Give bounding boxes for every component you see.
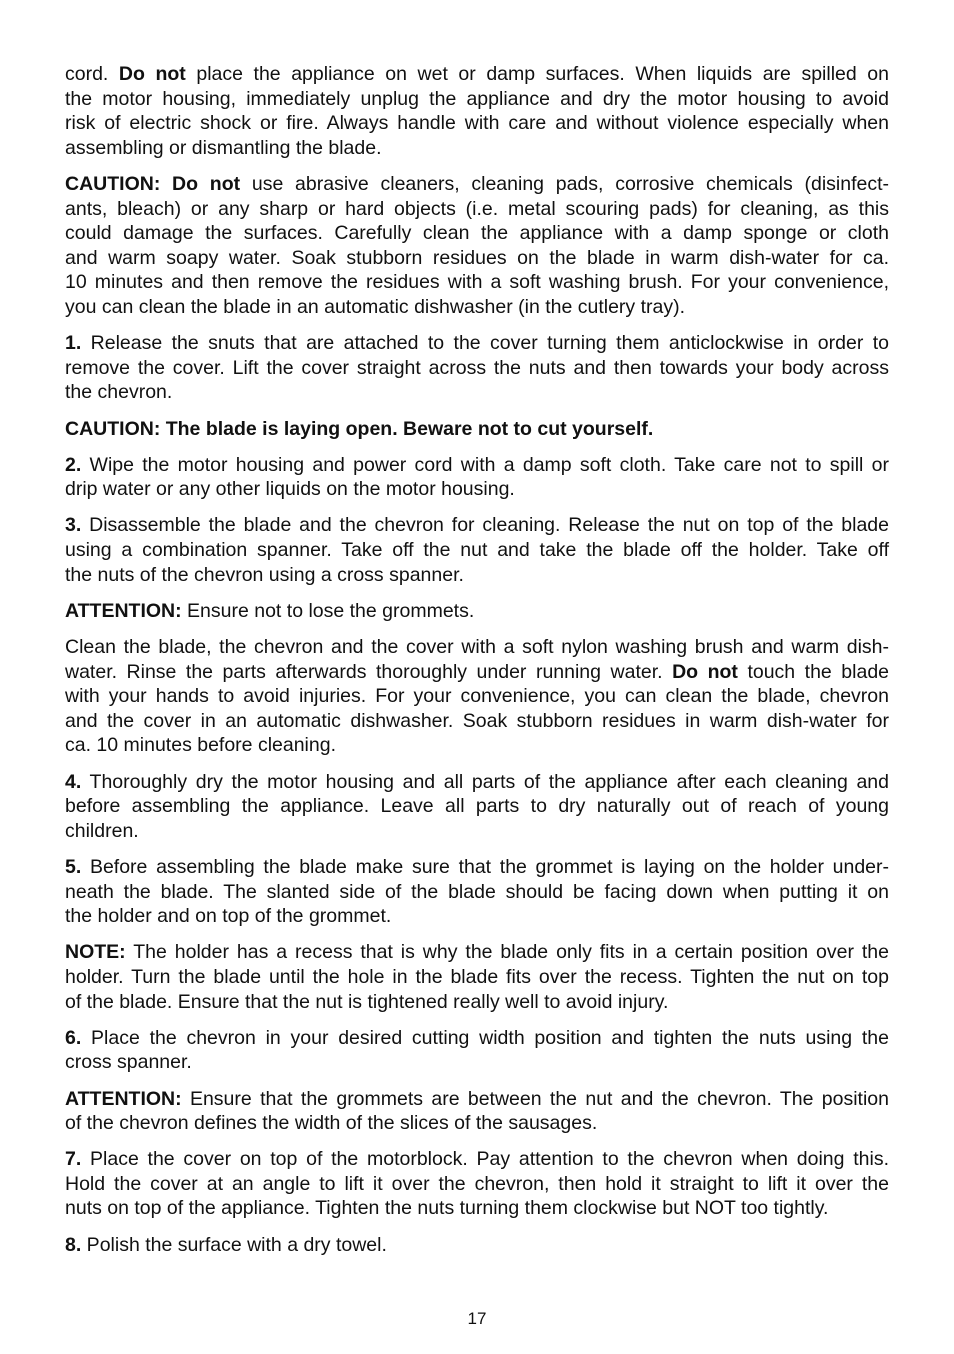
bold-emphasis-text: 6. [65,1026,82,1049]
text-line [65,477,889,502]
text-line [65,684,889,709]
text-line [65,599,889,624]
body-text-run: Release the snuts that are attached to the cover turning them anticlockwise in order to [81,332,889,355]
text-line [65,417,889,442]
text-line [65,1087,889,1112]
text-line [65,880,889,905]
body-text-run: Disassemble the blade and the chevron for cleaning. Release the nut on top of the blade [81,514,889,537]
body-text-run: Place the cover on top of the motorblock. Pay attention to the chevron when doing this. [81,1148,889,1171]
body-text-run: place the appliance on wet or damp surfaces. When liquids are spilled on [185,63,889,85]
body-text-run: and the cover in an automatic dishwasher. Soak stubborn residues in warm dish-water for [65,709,889,732]
text-line [65,1050,889,1075]
body-text-run: you can clean the blade in an automatic dishwasher (in the cutlery tray). [65,295,686,318]
body-text-run: Clean the blade, the chevron and the cover with a soft nylon washing brush and warm dish- [65,636,889,659]
body-text-run: Thoroughly dry the motor housing and all parts of the appliance after each cleaning and [81,770,889,793]
body-text-run: Hold the cover at an angle to lift it over the chevron, then hold it straight to lift it over the [65,1172,889,1195]
body-text-run: the motor housing, immediately unplug the appliance and dry the motor housing to avoid [65,87,889,110]
step-3-paragraph [65,513,889,587]
text-line [65,990,889,1015]
body-text-run: the nuts of the chevron using a cross spanner. [65,563,464,586]
body-text-run: assembling or dismantling the blade. [65,136,382,159]
text-line [65,331,889,356]
bold-emphasis-text: 7. [65,1148,82,1171]
text-line [65,538,889,563]
body-text-run: The holder has a recess that is why the blade only fits in a certain position over the [125,941,889,964]
body-text-run: Ensure not to lose the grommets. [181,599,475,622]
text-line [65,356,889,381]
body-text-run: touch the blade [737,660,890,683]
step-7-paragraph [65,1147,889,1221]
text-line [65,635,889,660]
body-text-run: with your hands to avoid injuries. For your convenience, you can clean the blade, chevron [65,685,889,708]
text-line [65,965,889,990]
body-text-run: nuts on top of the appliance. Tighten the nuts turning them clockwise but NOT too tightly. [65,1197,829,1220]
text-line [65,1233,889,1258]
step-1-paragraph [65,331,889,405]
text-line [65,246,889,271]
body-text-run: water. Rinse the parts afterwards thoroughly under running water. [65,660,673,683]
body-text-run: remove the cover. Lift the cover straight across the nuts and then towards your body across [65,356,889,379]
body-text-run: children. [65,819,139,842]
page-number: 17 [467,1309,487,1328]
step-4-paragraph [65,770,889,844]
body-text-run: cord. [65,63,119,85]
body-text-run: and warm soapy water. Soak stubborn residues on the blade in warm dish-water for ca. [65,246,889,269]
clean-parts-paragraph [65,635,889,758]
body-text-run: Polish the surface with a dry towel. [81,1233,387,1256]
bold-emphasis-text: CAUTION: Do not [65,172,241,195]
text-line [65,660,889,685]
bold-emphasis-text: 3. [65,514,82,537]
body-text-run: could damage the surfaces. Carefully clean the appliance with a damp sponge or cloth [65,222,889,245]
text-line [65,62,889,87]
text-line [65,940,889,965]
body-text-run: use abrasive cleaners, cleaning pads, corrosive chemicals (disinfect- [240,172,889,195]
text-line [65,111,889,136]
body-text-run: the holder and on top of the grommet. [65,905,392,928]
text-line [65,270,889,295]
text-line [65,733,889,758]
bold-emphasis-text: 8. [65,1233,82,1256]
text-line [65,1026,889,1051]
text-line [65,1147,889,1172]
text-line [65,513,889,538]
text-line [65,221,889,246]
text-line [65,197,889,222]
body-text-run: of the chevron defines the width of the slices of the sausages. [65,1112,598,1135]
text-line [65,904,889,929]
text-line [65,563,889,588]
body-text-run: holder. Turn the blade until the hole in the blade fits over the recess. Tighten the nut on top [65,965,889,988]
body-text-run: ants, bleach) or any sharp or hard objects (i.e. metal scouring pads) for cleaning, as this [65,197,889,220]
body-text-run: Before assembling the blade make sure that the grommet is laying on the holder under- [81,855,889,878]
body-text-run: before assembling the appliance. Leave all parts to dry naturally out of reach of young [65,795,889,818]
text-line [65,819,889,844]
step-8-paragraph [65,1233,889,1258]
text-line [65,1172,889,1197]
body-text-run: risk of electric shock or fire. Always handle with care and without violence especially when [65,112,889,135]
body-text-run: of the blade. Ensure that the nut is tightened really well to avoid injury. [65,990,669,1013]
body-text-run: drip water or any other liquids on the motor housing. [65,478,515,501]
bold-emphasis-text: 5. [65,855,82,878]
caution-cleaning-paragraph [65,172,889,320]
body-text-run: ca. 10 minutes before cleaning. [65,734,337,757]
step-2-paragraph [65,453,889,502]
bold-emphasis-text: ATTENTION: [65,1087,182,1110]
bold-emphasis-text: Do not [118,63,186,85]
attention-position-paragraph [65,1087,889,1136]
text-line [65,855,889,880]
text-line [65,172,889,197]
text-line [65,295,889,320]
text-line [65,709,889,734]
cleaning-intro-paragraph [65,62,889,160]
text-line [65,794,889,819]
body-text-run: 10 minutes and then remove the residues with a soft washing brush. For your convenience, [65,271,889,294]
body-text-run: the chevron. [65,381,173,404]
text-line [65,87,889,112]
bold-emphasis-text: NOTE: [65,941,126,964]
body-text-run: Place the chevron in your desired cutting width position and tighten the nuts using the [81,1026,889,1049]
attention-grommets-paragraph [65,599,889,624]
text-line [65,1196,889,1221]
bold-emphasis-text: ATTENTION: [65,599,182,622]
text-line [65,1111,889,1136]
bold-emphasis-text: CAUTION: The blade is laying open. Beware not to cut yourself. [65,417,654,440]
body-text-run: Wipe the motor housing and power cord with a damp soft cloth. Take care not to spill or [81,453,889,476]
body-text-run: Ensure that the grommets are between the nut and the chevron. The position [181,1087,889,1110]
body-text-run: using a combination spanner. Take off the nut and take the blade off the holder. Take off [65,539,889,562]
bold-emphasis-text: 4. [65,770,82,793]
bold-emphasis-text: Do not [672,660,738,683]
body-text-run: neath the blade. The slanted side of the blade should be facing down when putting it on [65,880,889,903]
text-line [65,770,889,795]
step-6-paragraph [65,1026,889,1075]
bold-emphasis-text: 2. [65,453,82,476]
note-holder-paragraph [65,940,889,1014]
body-text-run: cross spanner. [65,1051,192,1074]
step-5-paragraph [65,855,889,929]
text-line [65,453,889,478]
text-line [65,136,889,161]
text-line [65,380,889,405]
bold-emphasis-text: 1. [65,332,82,355]
document-body [65,62,889,1257]
caution-blade-paragraph [65,417,889,442]
